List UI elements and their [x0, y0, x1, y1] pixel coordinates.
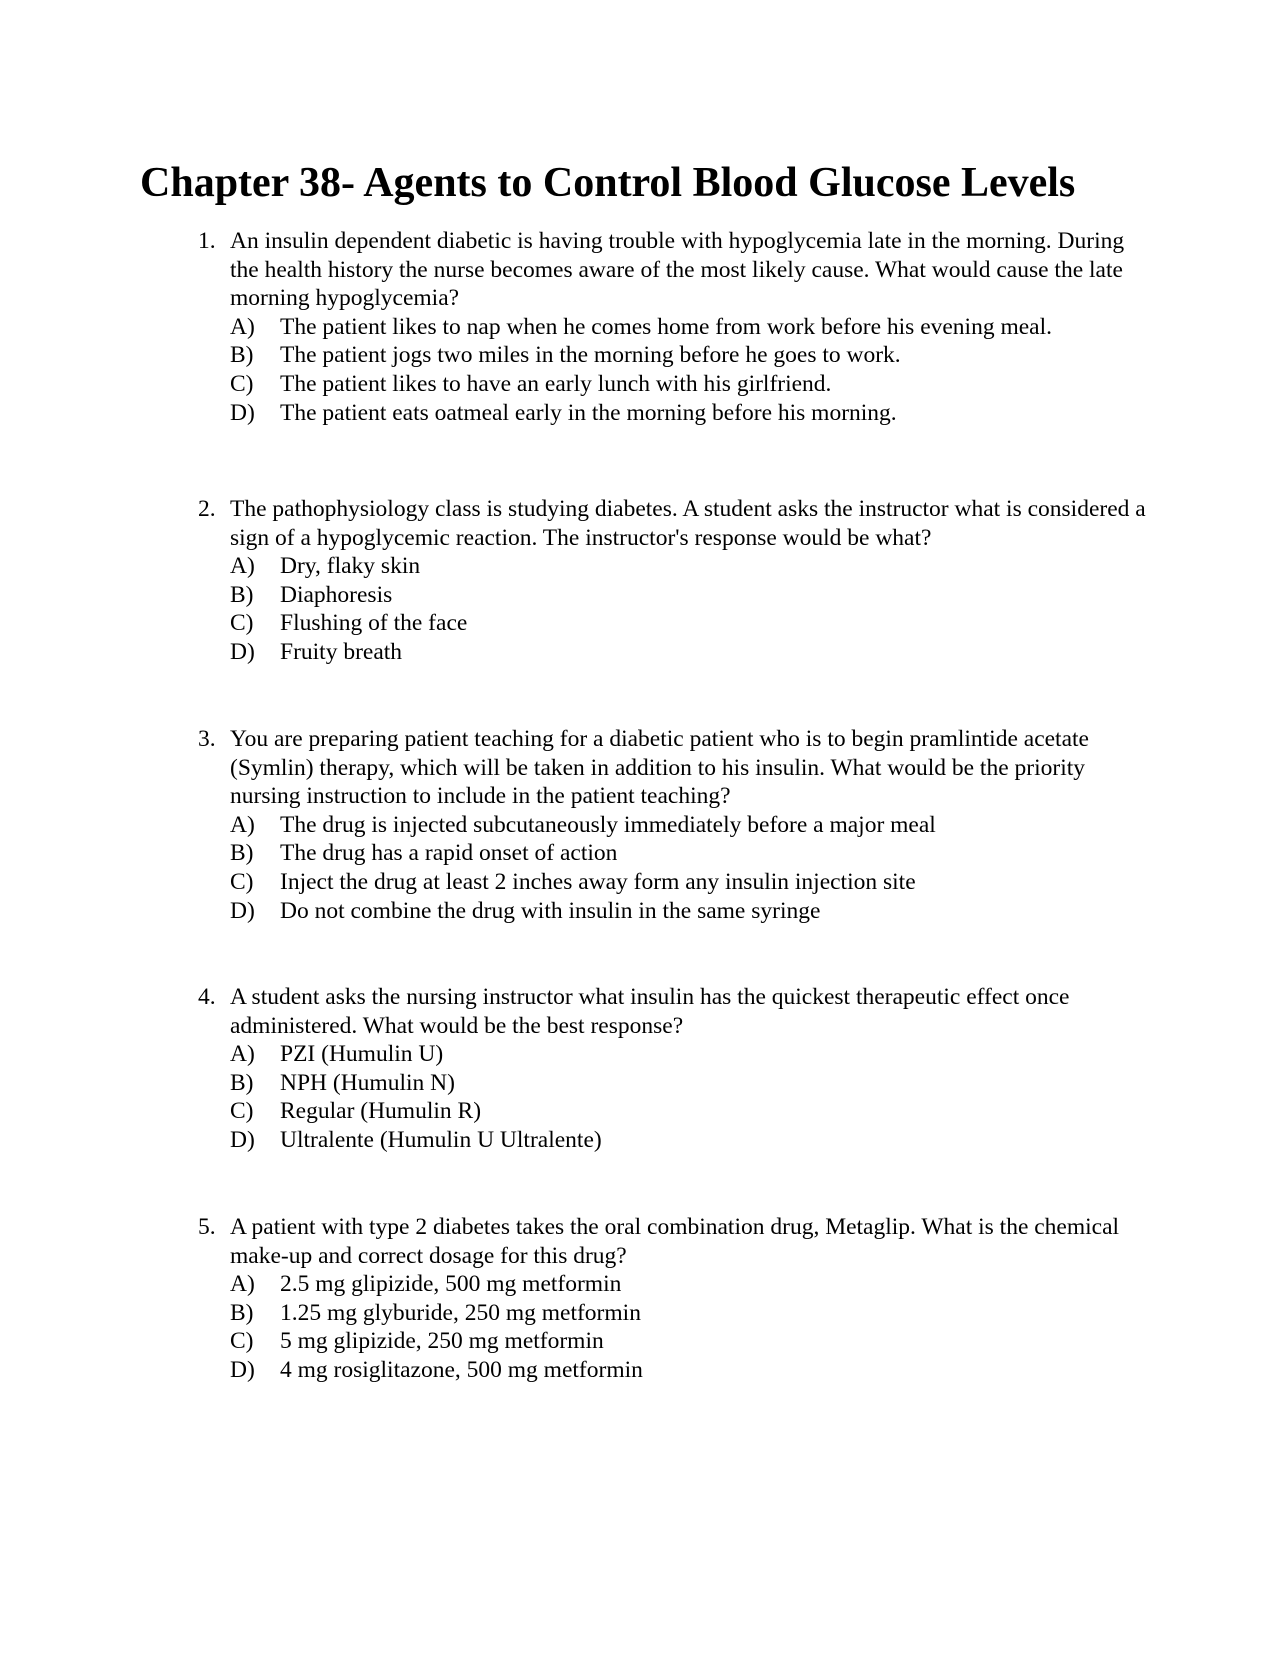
- question-1: [198, 227, 1148, 427]
- option-letter: D): [230, 1356, 255, 1383]
- question-stem: [198, 1213, 1148, 1270]
- answer-option-d: [230, 1356, 1148, 1385]
- option-text: The drug is injected subcutaneously immediately before a major meal: [280, 811, 936, 838]
- option-text: Ultralente (Humulin U Ultralente): [280, 1126, 602, 1153]
- question-number: 2.: [198, 496, 216, 522]
- option-letter: B): [230, 1299, 254, 1326]
- answer-option-a: [230, 552, 1148, 581]
- option-letter: D): [230, 897, 255, 924]
- answer-option-d: [230, 1126, 1148, 1155]
- question-text: A patient with type 2 diabetes takes the oral combination drug, Metaglip. What is the chemical make-up and correct dosage for this drug?: [230, 1214, 1120, 1269]
- option-text: Inject the drug at least 2 inches away form any insulin injection site: [280, 868, 916, 895]
- answer-options: [198, 313, 1148, 427]
- option-text: 5 mg glipizide, 250 mg metformin: [280, 1328, 604, 1355]
- option-text: 4 mg rosiglitazone, 500 mg metformin: [280, 1356, 643, 1383]
- question-stem: [198, 495, 1148, 552]
- option-text: The patient jogs two miles in the morning before he goes to work.: [280, 342, 901, 369]
- answer-options: [198, 811, 1148, 925]
- option-letter: A): [230, 811, 255, 838]
- option-text: Dry, flaky skin: [280, 553, 421, 580]
- question-stem: [198, 983, 1148, 1040]
- answer-options: [198, 1040, 1148, 1154]
- question-2: [198, 495, 1148, 667]
- answer-option-c: [230, 1097, 1148, 1126]
- option-letter: A): [230, 313, 255, 340]
- answer-option-b: [230, 839, 1148, 868]
- answer-option-c: [230, 1327, 1148, 1356]
- option-text: The patient eats oatmeal early in the morning before his morning.: [280, 399, 897, 426]
- option-letter: A): [230, 553, 255, 580]
- question-text: The pathophysiology class is studying diabetes. A student asks the instructor what is considered a sign of a hypoglycemic reaction. The instructor's response would be what?: [230, 496, 1146, 551]
- question-stem: [198, 725, 1148, 811]
- question-5: [198, 1213, 1148, 1385]
- option-text: PZI (Humulin U): [280, 1041, 444, 1068]
- answer-options: [198, 1270, 1148, 1384]
- question-number: 4.: [198, 984, 216, 1010]
- option-text: 2.5 mg glipizide, 500 mg metformin: [280, 1271, 622, 1298]
- option-letter: C): [230, 1328, 254, 1355]
- option-text: The drug has a rapid onset of action: [280, 840, 618, 867]
- answer-option-d: [230, 897, 1148, 926]
- option-text: NPH (Humulin N): [280, 1069, 455, 1096]
- answer-option-a: [230, 811, 1148, 840]
- chapter-title: Chapter 38- Agents to Control Blood Glucose Levels: [140, 160, 1076, 206]
- option-text: The patient likes to have an early lunch with his girlfriend.: [280, 370, 832, 397]
- option-letter: B): [230, 1069, 254, 1096]
- option-letter: A): [230, 1041, 255, 1068]
- option-letter: D): [230, 638, 255, 665]
- question-3: [198, 725, 1148, 925]
- option-text: 1.25 mg glyburide, 250 mg metformin: [280, 1299, 641, 1326]
- answer-option-b: [230, 1069, 1148, 1098]
- question-number: 1.: [198, 228, 216, 254]
- option-letter: D): [230, 399, 255, 426]
- answer-option-a: [230, 1270, 1148, 1299]
- question-stem: [198, 227, 1148, 313]
- answer-option-a: [230, 313, 1148, 342]
- answer-option-c: [230, 868, 1148, 897]
- option-text: Do not combine the drug with insulin in the same syringe: [280, 897, 821, 924]
- question-text: An insulin dependent diabetic is having trouble with hypoglycemia late in the morning. During the health history the nurse becomes aware of the most likely cause. What would cause the late morning hypoglycemia?: [230, 228, 1125, 312]
- option-text: Diaphoresis: [280, 581, 393, 608]
- option-text: The patient likes to nap when he comes home from work before his evening meal.: [280, 313, 1053, 340]
- option-text: Regular (Humulin R): [280, 1098, 482, 1125]
- answer-options: [198, 552, 1148, 666]
- answer-option-d: [230, 638, 1148, 667]
- option-letter: D): [230, 1126, 255, 1153]
- option-letter: B): [230, 840, 254, 867]
- option-letter: C): [230, 610, 254, 637]
- option-letter: A): [230, 1271, 255, 1298]
- answer-option-b: [230, 341, 1148, 370]
- option-text: Flushing of the face: [280, 610, 468, 637]
- answer-option-c: [230, 370, 1148, 399]
- question-4: [198, 983, 1148, 1155]
- option-letter: C): [230, 1098, 254, 1125]
- question-text: A student asks the nursing instructor what insulin has the quickest therapeutic effect once administered. What would be the best response?: [230, 984, 1070, 1039]
- option-letter: B): [230, 581, 254, 608]
- option-letter: B): [230, 342, 254, 369]
- answer-option-d: [230, 399, 1148, 428]
- option-text: Fruity breath: [280, 638, 403, 665]
- question-number: 5.: [198, 1214, 216, 1240]
- answer-option-c: [230, 609, 1148, 638]
- answer-option-a: [230, 1040, 1148, 1069]
- answer-option-b: [230, 1299, 1148, 1328]
- option-letter: C): [230, 370, 254, 397]
- answer-option-b: [230, 581, 1148, 610]
- question-text: You are preparing patient teaching for a diabetic patient who is to begin pramlintide acetate (Symlin) therapy, which will be taken in addition to his insulin. What would be the priority nursing instruction to include in the patient teaching?: [230, 726, 1089, 810]
- option-letter: C): [230, 868, 254, 895]
- question-number: 3.: [198, 726, 216, 752]
